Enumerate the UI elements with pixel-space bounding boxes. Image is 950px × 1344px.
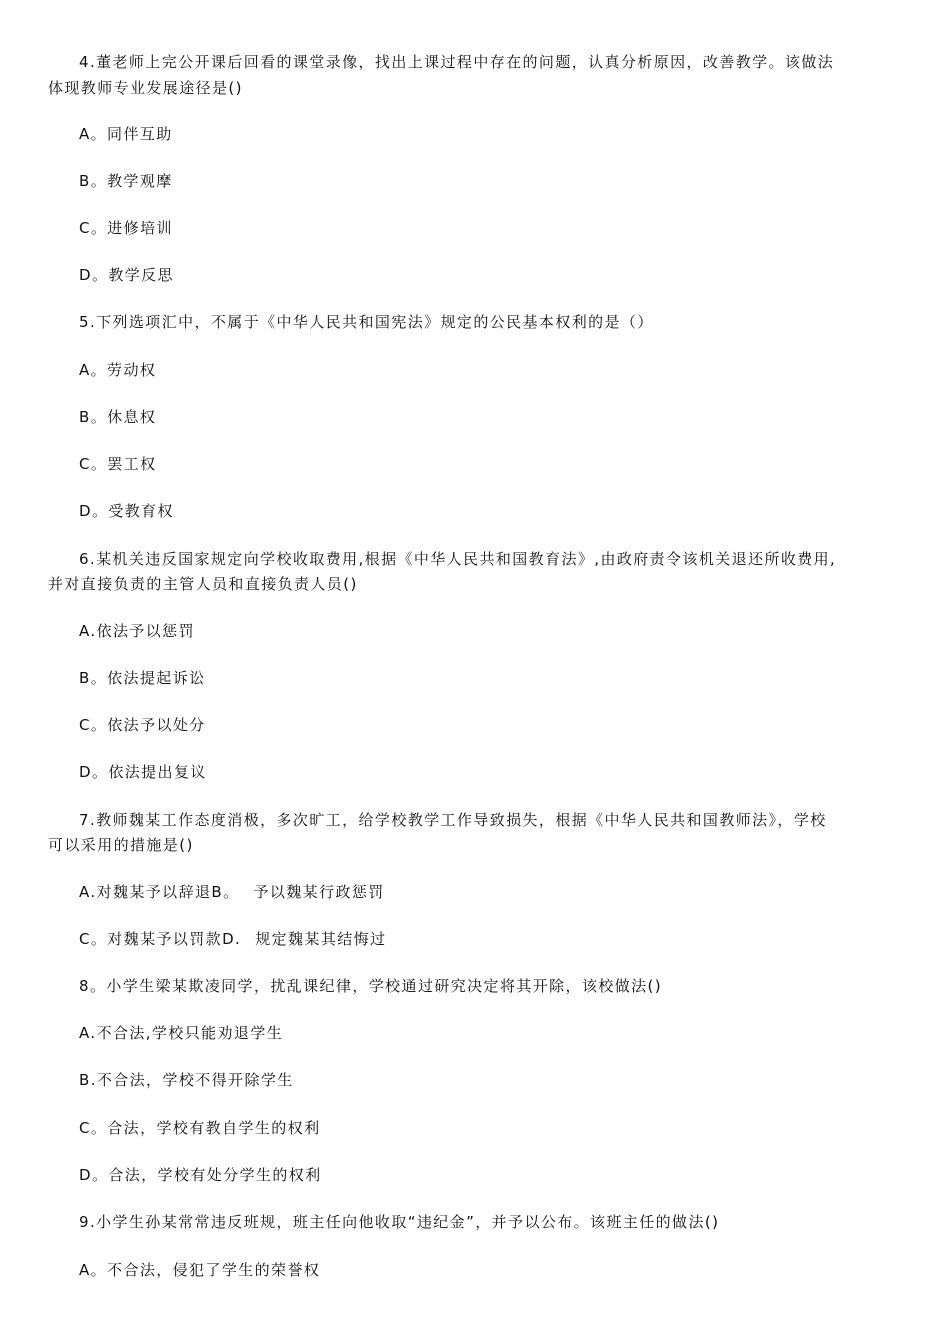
question-6-option-d: D。依法提出复议 <box>79 763 207 781</box>
question-5-option-d: D。受教育权 <box>79 502 174 520</box>
question-7-stem-cont: 可以采用的措施是() <box>48 836 194 854</box>
question-4-option-d: D。教学反思 <box>79 266 174 284</box>
question-6-option-c: C。依法予以处分 <box>79 716 206 734</box>
question-8-option-a: A.不合法,学校只能劝退学生 <box>79 1024 284 1042</box>
question-8-option-b: B.不合法，学校不得开除学生 <box>79 1071 294 1089</box>
question-6-stem: 6.某机关违反国家规定向学校收取费用,根据《中华人民共和国教育法》,由政府责令该机关退还所收费用, <box>79 550 837 568</box>
question-7-options-cd <box>79 927 386 951</box>
question-5-option-b: B。休息权 <box>79 408 157 426</box>
question-7-option-d: 规定魏某其结悔过 <box>255 930 387 948</box>
question-8-option-d: D。合法，学校有处分学生的权利 <box>79 1166 322 1184</box>
question-9-stem: 9.小学生孙某常常违反班规，班主任向他收取“违纪金”，并予以公布。该班主任的做法() <box>79 1213 720 1231</box>
question-5-stem: 5.下列选项汇中，不属于《中华人民共和国宪法》规定的公民基本权利的是（） <box>79 313 654 331</box>
question-6-option-b: B。依法提起诉讼 <box>79 669 206 687</box>
question-9-option-a: A。不合法，侵犯了学生的荣誉权 <box>79 1261 321 1279</box>
question-5-option-a: A。劳动权 <box>79 361 157 379</box>
question-7-option-a: A.对魏某予以辞退 <box>79 883 212 901</box>
question-7-option-d-letter: D. <box>222 930 242 948</box>
question-8-stem: 8。小学生梁某欺凌同学，扰乱课纪律，学校通过研究决定将其开除，该校做法() <box>79 977 663 995</box>
question-7-option-b: 予以魏某行政惩罚 <box>253 883 385 901</box>
question-7-option-b-letter: B。 <box>211 883 240 901</box>
question-6-stem-cont: 并对直接负责的主管人员和直接负责人员() <box>48 575 358 593</box>
question-4-stem-cont: 体现教师专业发展途径是() <box>48 79 243 97</box>
question-4-stem: 4.董老师上完公开课后回看的课堂录像，找出上课过程中存在的问题，认真分析原因，改善教学。该做法 <box>79 53 835 71</box>
question-4-option-c: C。进修培训 <box>79 219 173 237</box>
question-6-option-a: A.依法予以惩罚 <box>79 622 195 640</box>
question-8-option-c: C。合法，学校有教自学生的权利 <box>79 1119 321 1137</box>
question-4-option-a: A。同伴互助 <box>79 125 173 143</box>
question-7-stem: 7.教师魏某工作态度消极，多次旷工，给学校教学工作导致损失，根据《中华人民共和国教师法》，学校 <box>79 811 827 829</box>
question-7-options-ab <box>79 880 385 904</box>
question-4-option-b: B。教学观摩 <box>79 172 173 190</box>
question-7-option-c: C。对魏某予以罚款 <box>79 930 223 948</box>
question-5-option-c: C。罢工权 <box>79 455 157 473</box>
